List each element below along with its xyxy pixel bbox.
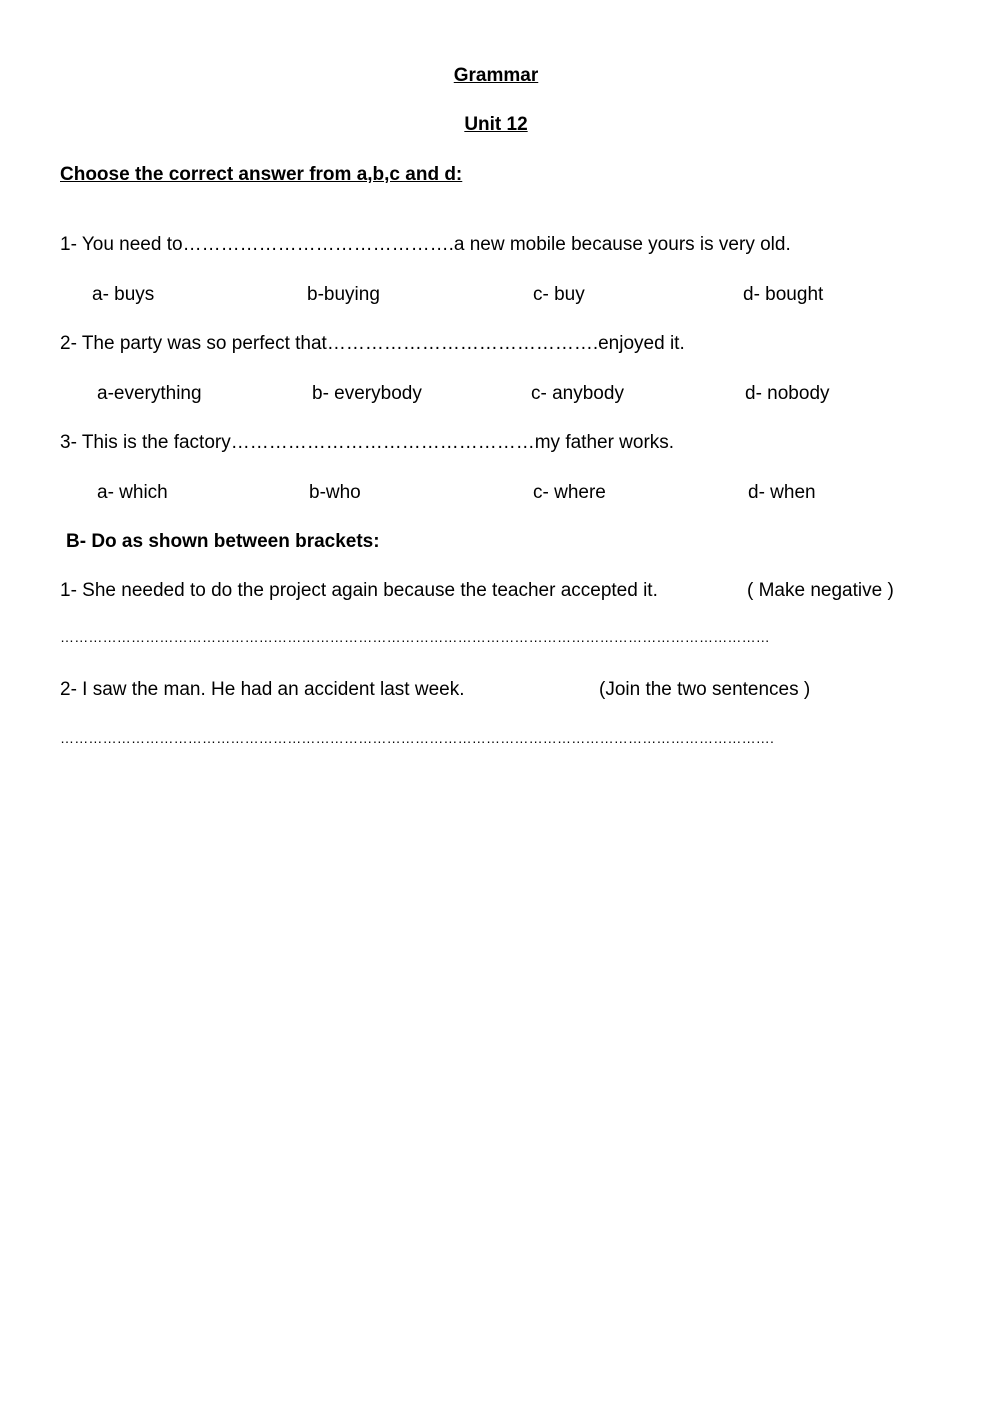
question-3-option-a[interactable]: a- which	[97, 482, 168, 503]
section-a-instruction: Choose the correct answer from a,b,c and d:	[60, 164, 463, 185]
unit-heading: Unit 12	[464, 114, 528, 135]
item-2-text: 2- I saw the man. He had an accident last week.	[60, 679, 465, 700]
question-3-text: 3- This is the factory…………………………………………my father works.	[60, 432, 675, 453]
item-2-hint: (Join the two sentences )	[599, 679, 811, 700]
item-1-text: 1- She needed to do the project again because the teacher accepted it.	[60, 580, 658, 601]
item-1-answer-line[interactable]: ……………………………………………………………………………………………………………………………………	[60, 629, 770, 645]
question-1-option-b[interactable]: b-buying	[307, 284, 380, 305]
question-1-option-d[interactable]: d- bought	[743, 284, 824, 305]
question-2-option-c[interactable]: c- anybody	[531, 383, 624, 404]
question-1-text: 1- You need to…………………………………….a new mobile because yours is very old.	[60, 234, 791, 255]
question-1-option-a[interactable]: a- buys	[92, 284, 155, 305]
question-2-option-b[interactable]: b- everybody	[312, 383, 422, 404]
question-2-text: 2- The party was so perfect that…………………………………….enjoyed it.	[60, 333, 685, 354]
question-3-option-d[interactable]: d- when	[748, 482, 816, 503]
worksheet-title: Grammar	[453, 65, 539, 86]
question-2-option-a[interactable]: a-everything	[97, 383, 202, 404]
question-2-option-d[interactable]: d- nobody	[745, 383, 830, 404]
section-b-instruction: B- Do as shown between brackets:	[66, 531, 380, 552]
question-3-option-c[interactable]: c- where	[533, 482, 606, 503]
item-1-hint: ( Make negative )	[747, 580, 894, 601]
question-3-option-b[interactable]: b-who	[309, 482, 361, 503]
question-1-option-c[interactable]: c- buy	[533, 284, 585, 305]
item-2-answer-line[interactable]: …………………………………………………………………………………………………………………………………….	[60, 730, 775, 746]
